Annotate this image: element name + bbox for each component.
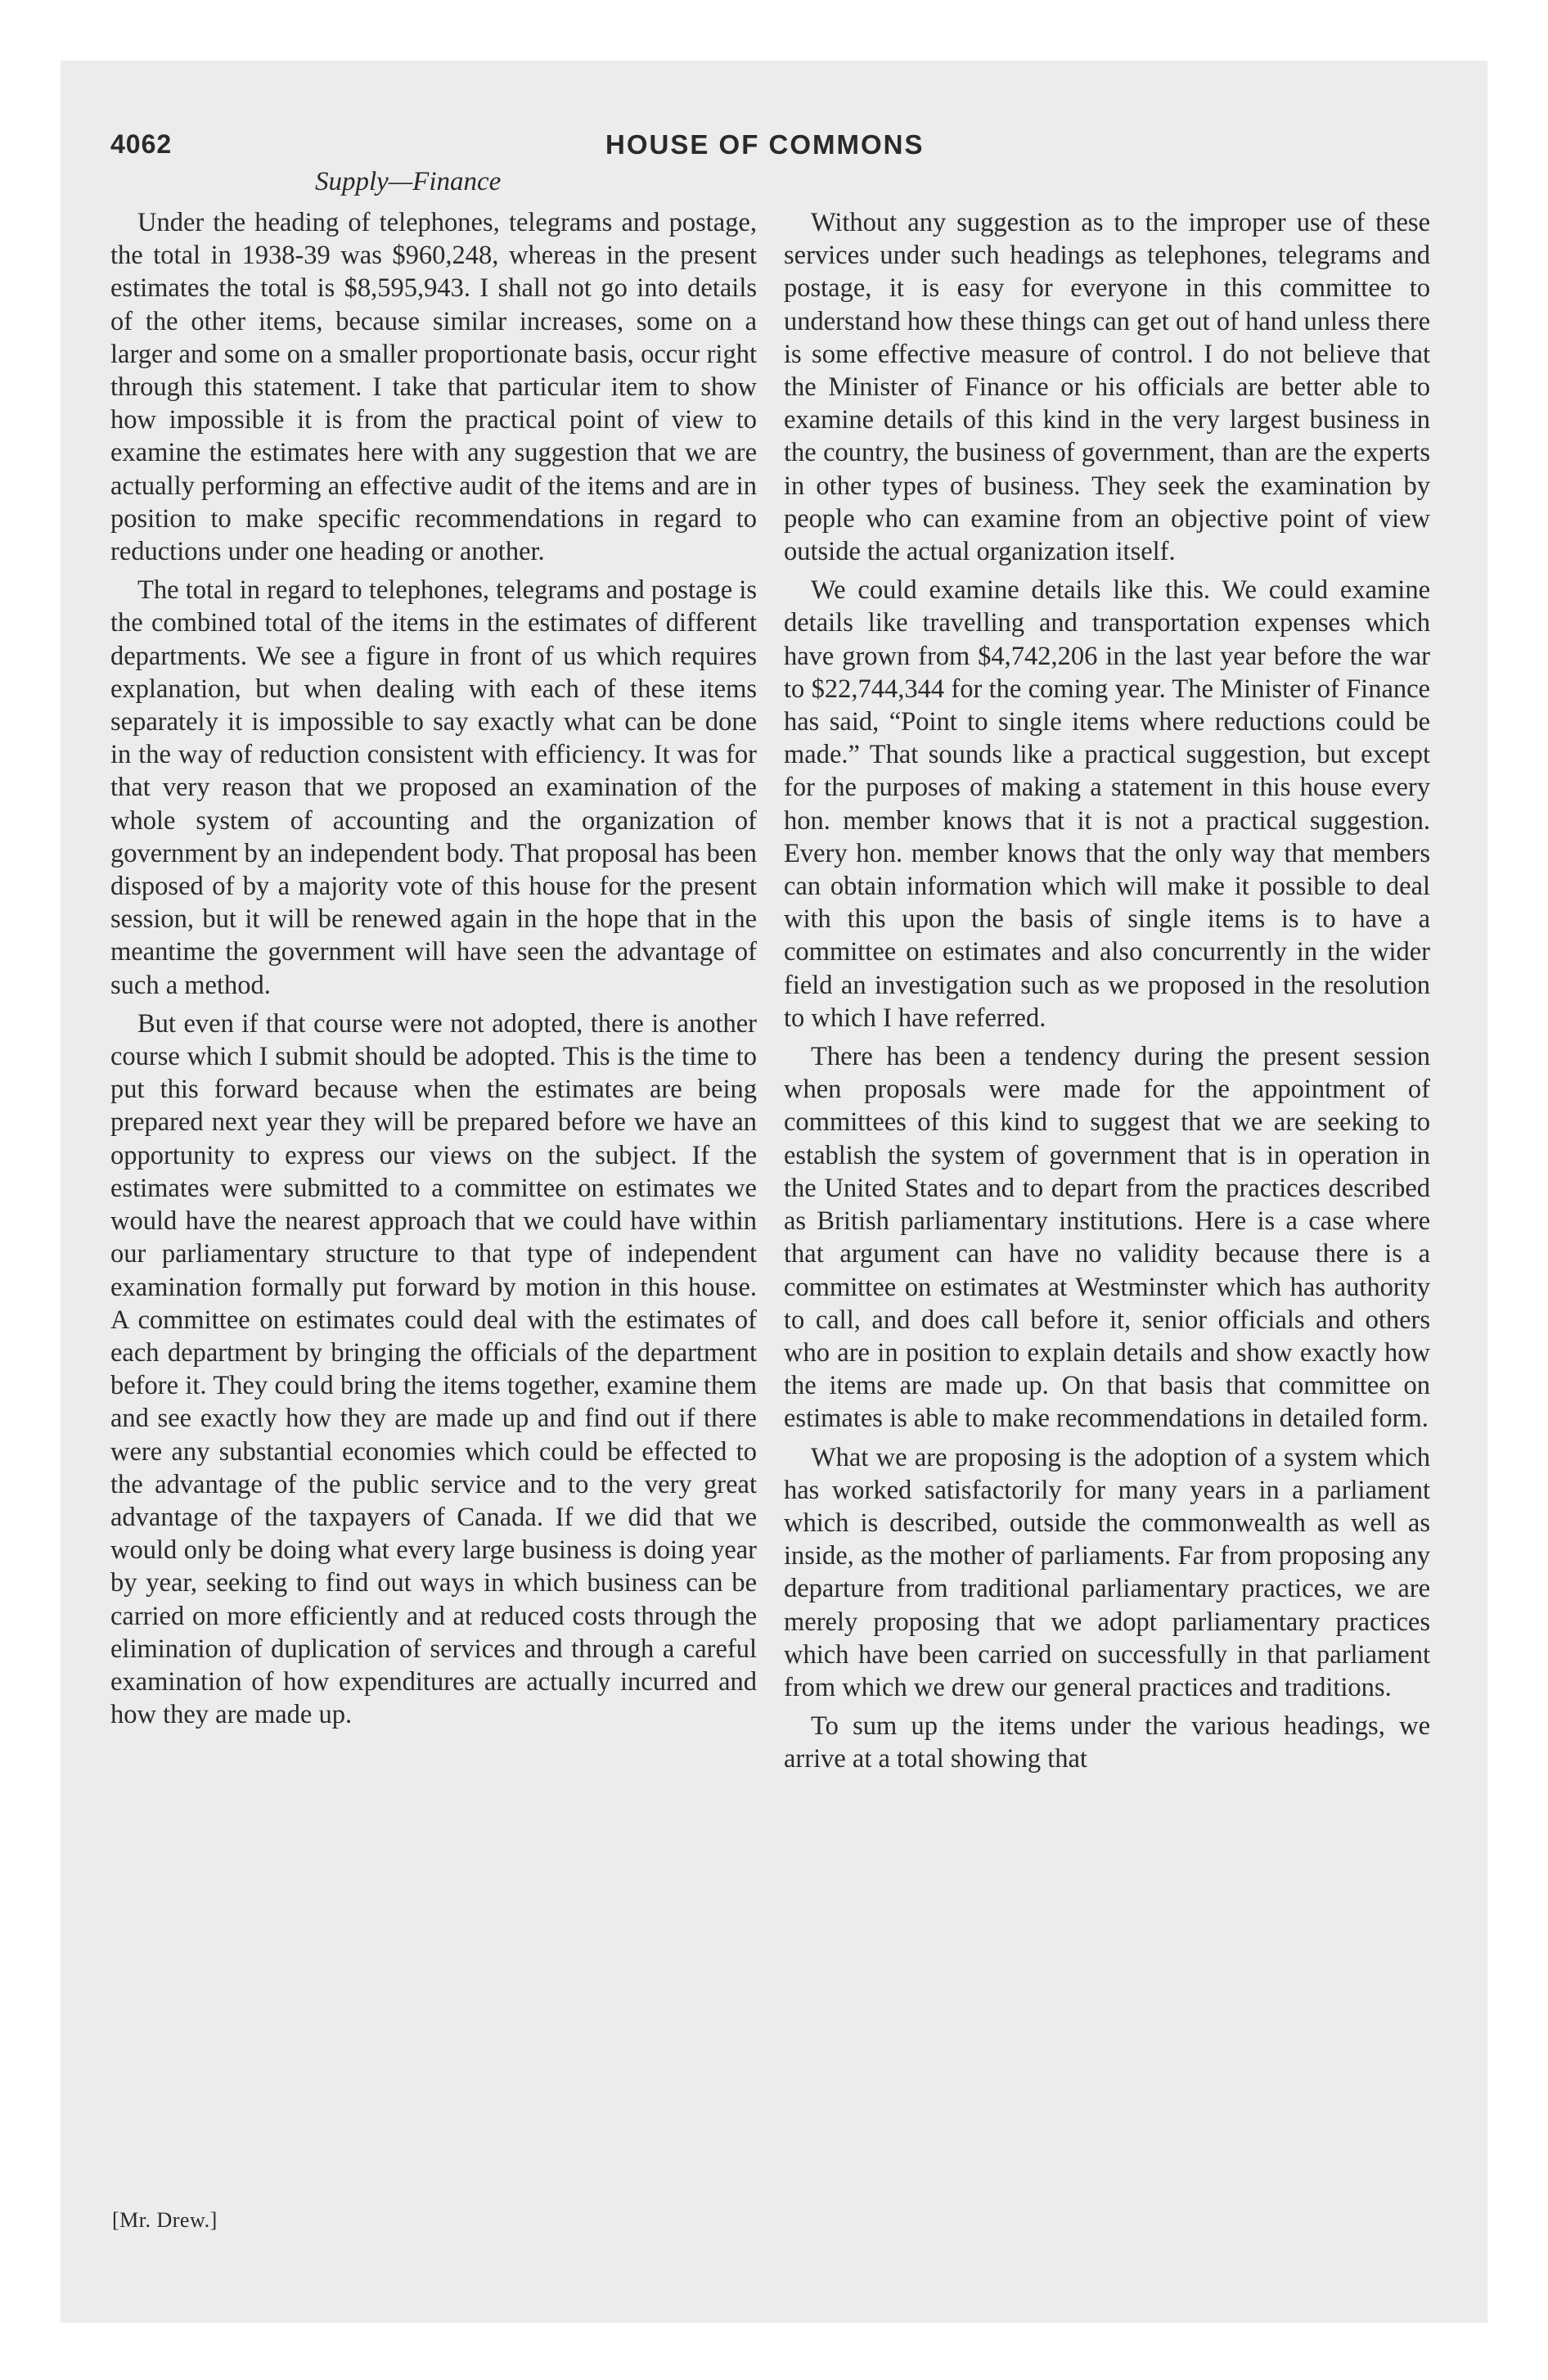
section-title: Supply—Finance	[315, 167, 502, 196]
paragraph: The total in regard to telephones, telegrams and postage is the combined total of the items in the estimates of different departments. We see a figure in front of us which requires explanation, but when dealing with each of these items separately it is impossible to say exactly what can be done in the way of reduction consistent with efficiency. It was for that very reason that we proposed an examination of the whole system of accounting and the organization of government by an independent body. That proposal has been disposed of by a majority vote of this house for the present session, but it will be renewed again in the hope that in the meantime the government will have seen the advantage of such a method.	[110, 575, 757, 1000]
right-column	[784, 206, 1430, 1782]
paragraph: What we are proposing is the adoption of a system which has worked satisfactorily for many years in a parliament which is described, outside the commonwealth as well as inside, as the mother of parliaments. Far from proposing any departure from traditional parliamentary practices, we are merely proposing that we adopt parliamentary practices which have been carried on successfully in that parliament from which we drew our general practices and traditions.	[784, 1442, 1430, 1702]
speaker-attribution: [Mr. Drew.]	[112, 2208, 218, 2232]
running-head: HOUSE OF COMMONS	[605, 129, 925, 160]
paragraph: Without any suggestion as to the improper use of these services under such headings as telephones, telegrams and postage, it is easy for everyone in this committee to understand how these things can get out of hand unless there is some effective measure of control. I do not believe that the Minister of Finance or his officials are better able to examine details of this kind in the very largest business in the country, the business of government, than are the experts in other types of business. They seek the examination by people who can examine from an objective point of view outside the actual organization itself.	[784, 208, 1430, 567]
paragraph: We could examine details like this. We could examine details like travelling and transportation expenses which have grown from $4,742,206 in the last year before the war to $22,744,344 for the coming year. The Minister of Finance has said, “Point to single items where reductions could be made.” That sounds like a practical suggestion, but except for the purposes of making a statement in this house every hon. member knows that it is not a practical suggestion. Every hon. member knows that the only way that members can obtain information which will make it possible to deal with this upon the basis of single items is to have a committee on estimates and also concurrently in the wider field an investigation such as we proposed in the resolution to which I have referred.	[784, 575, 1430, 1033]
left-column	[110, 206, 757, 1737]
page-header	[110, 129, 1452, 174]
paragraph: To sum up the items under the various headings, we arrive at a total showing that	[784, 1711, 1430, 1774]
page-number: 4062	[110, 129, 173, 159]
paragraph: There has been a tendency during the present session when proposals were made for the appointment of committees of this kind to suggest that we are seeking to establish the system of government that is in operation in the United States and to depart from the practices described as British parliamentary institutions. Here is a case where that argument can have no validity because there is a committee on estimates at Westminster which has authority to call, and does call before it, senior officials and others who are in position to explain details and show exactly how the items are made up. On that basis that committee on estimates is able to make recommendations in detailed form.	[784, 1042, 1430, 1434]
paragraph: But even if that course were not adopted, there is another course which I submit should be adopted. This is the time to put this forward because when the estimates are being prepared next year they will be prepared before we have an opportunity to express our views on the subject. If the estimates were submitted to a committee on estimates we would have the nearest approach that we could have within our parliamentary structure to that type of independent examination formally put forward by motion in this house. A committee on estimates could deal with the estimates of each department by bringing the officials of the department before it. They could bring the items together, examine them and see exactly how they are made up and find out if there were any substantial economies which could be effected to the advantage of the public service and to the very great advantage of the taxpayers of Canada. If we did that we would only be doing what every large business is doing year by year, seeking to find out ways in which business can be carried on more efficiently and at reduced costs through the elimination of duplication of services and through a careful examination of how expenditures are actually incurred and how they are made up.	[110, 1008, 757, 1730]
paragraph: Under the heading of telephones, telegrams and postage, the total in 1938-39 was $960,248, whereas in the present estimates the total is $8,595,943. I shall not go into details of the other items, because similar increases, some on a larger and some on a smaller proportionate basis, occur right through this statement. I take that particular item to show how impossible it is from the practical point of view to examine the estimates here with any suggestion that we are actually performing an effective audit of the items and are in position to make specific recommendations in regard to reductions under one heading or another.	[110, 208, 757, 567]
